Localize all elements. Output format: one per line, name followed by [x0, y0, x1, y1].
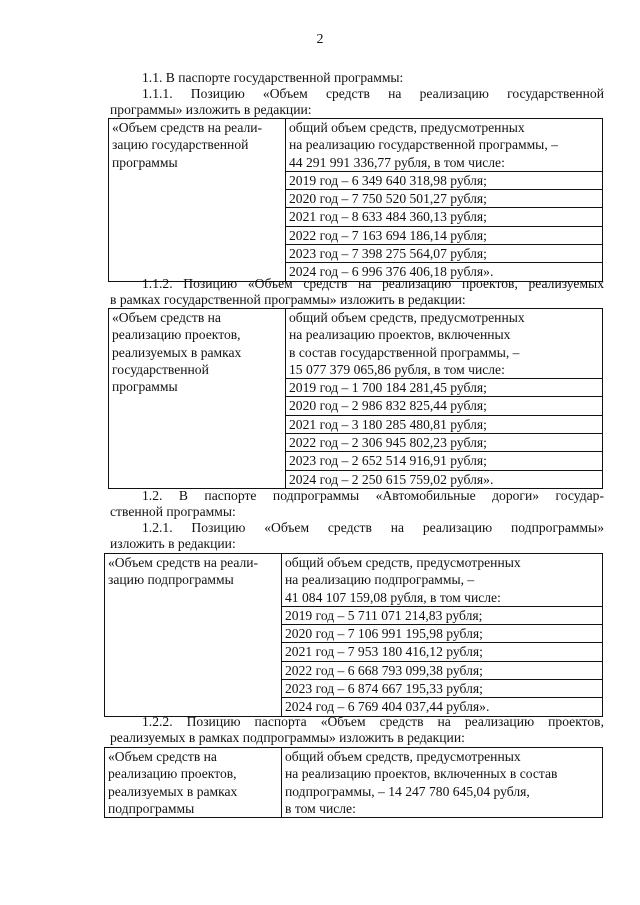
- section-1-1-2-line1: 1.1.2. Позицию «Объем средств на реализацию проектов, реализуемых: [142, 276, 604, 291]
- table-value-line: общий объем средств, предусмотренных: [285, 555, 521, 570]
- table-value-line: на реализацию государственной программы, –: [289, 137, 558, 153]
- table-value-line: в том числе:: [285, 800, 356, 816]
- section-1-1-1-line2: программы» изложить в редакции:: [110, 102, 312, 117]
- table-1-1-2-value-cell: [286, 309, 603, 489]
- table-value-line: 15 077 379 065,86 рубля, в том числе:: [286, 361, 602, 379]
- table-1-2-1-value-cell: [282, 554, 603, 717]
- table-value-line: на реализацию подпрограммы, –: [285, 572, 475, 588]
- section-1-1-1-line1: 1.1.1. Позицию «Объем средств на реализацию государственной: [142, 86, 604, 101]
- table-1-2-1: [104, 553, 603, 717]
- table-value-line: 2022 год – 6 668 793 099,38 рубля;: [282, 662, 602, 680]
- table-1-1-2: [108, 308, 603, 489]
- section-1-2-1-line2: изложить в редакции:: [110, 536, 236, 551]
- table-1-2-1-label-cell: [105, 554, 282, 717]
- section-1-2-2-line2: реализуемых в рамках подпрограммы» изложить в редакции:: [110, 730, 465, 745]
- table-value-line: 2022 год – 7 163 694 186,14 рубля;: [286, 227, 602, 245]
- table-value-line: 2024 год – 6 769 404 037,44 рубля».: [285, 699, 490, 715]
- table-value-line: на реализацию проектов, включенных в состав: [285, 766, 558, 782]
- table-1-1-1: [108, 118, 603, 282]
- table-1-1-1-value-cell: [286, 119, 603, 282]
- table-value-line: 2019 год – 6 349 640 318,98 рубля;: [286, 172, 602, 190]
- table-value-line: 2021 год – 7 953 180 416,12 рубля;: [282, 643, 602, 661]
- table-label-line: «Объем средств на: [112, 310, 221, 325]
- section-1-1-2-line2: в рамках государственной программы» изложить в редакции:: [110, 292, 466, 307]
- table-label-line: программы: [112, 154, 178, 170]
- table-value-line: 2023 год – 7 398 275 564,07 рубля;: [286, 245, 602, 263]
- table-label-line: программы: [112, 379, 178, 395]
- table-value-line: 2019 год – 1 700 184 281,45 рубля;: [286, 379, 602, 397]
- table-value-line: 2023 год – 6 874 667 195,33 рубля;: [282, 680, 602, 698]
- table-value-line: общий объем средств, предусмотренных: [285, 749, 521, 764]
- table-1-2-2: [104, 747, 603, 818]
- table-label-line: «Объем средств на реали-: [108, 555, 259, 570]
- table-value-line: 2020 год – 2 986 832 825,44 рубля;: [286, 397, 602, 415]
- table-label-line: зацию государственной: [112, 137, 249, 153]
- page-number: 2: [316, 32, 324, 47]
- table-label-line: «Объем средств на реали-: [112, 120, 263, 135]
- table-value-line: 2021 год – 3 180 285 480,81 рубля;: [286, 416, 602, 434]
- table-value-line: 44 291 991 336,77 рубля, в том числе:: [286, 154, 602, 172]
- table-value-line: подпрограммы, – 14 247 780 645,04 рубля,: [285, 783, 530, 799]
- table-value-line: на реализацию проектов, включенных: [289, 327, 511, 343]
- section-1-2-2-line1: 1.2.2. Позицию паспорта «Объем средств на реализацию проектов,: [142, 714, 604, 729]
- section-1-2-line2: ственной программы:: [110, 504, 236, 519]
- table-value-line: общий объем средств, предусмотренных: [289, 120, 525, 135]
- table-1-1-1-label-cell: [109, 119, 286, 282]
- table-label-line: подпрограммы: [108, 800, 195, 816]
- table-label-line: реализацию проектов,: [112, 327, 241, 343]
- table-label-line: зацию подпрограммы: [108, 572, 234, 588]
- table-1-1-2-label-cell: [109, 309, 286, 489]
- table-value-line: 2020 год – 7 750 520 501,27 рубля;: [286, 190, 602, 208]
- table-value-line: 2024 год – 2 250 615 759,02 рубля».: [289, 471, 494, 487]
- table-value-line: 2024 год – 6 996 376 406,18 рубля».: [289, 264, 494, 280]
- table-value-line: общий объем средств, предусмотренных: [289, 310, 525, 325]
- table-label-line: государственной: [112, 361, 209, 377]
- table-value-line: 2023 год – 2 652 514 916,91 рубля;: [286, 452, 602, 470]
- table-value-line: 41 084 107 159,08 рубля, в том числе:: [282, 589, 602, 607]
- table-label-line: реализуемых в рамках: [108, 783, 238, 799]
- section-1-2-1-line1: 1.2.1. Позицию «Объем средств на реализацию подпрограммы»: [142, 520, 604, 535]
- section-1-2-line1: 1.2. В паспорте подпрограммы «Автомобильные дороги» государ-: [142, 488, 604, 503]
- table-label-line: реализуемых в рамках: [112, 344, 242, 360]
- table-1-2-2-label-cell: [105, 748, 282, 818]
- table-value-line: 2022 год – 2 306 945 802,23 рубля;: [286, 434, 602, 452]
- table-value-line: 2020 год – 7 106 991 195,98 рубля;: [282, 625, 602, 643]
- table-value-line: 2019 год – 5 711 071 214,83 рубля;: [282, 607, 602, 625]
- table-label-line: реализацию проектов,: [108, 766, 237, 782]
- table-value-line: в состав государственной программы, –: [289, 344, 520, 360]
- table-value-line: 2021 год – 8 633 484 360,13 рубля;: [286, 208, 602, 226]
- table-1-2-2-value-cell: [282, 748, 603, 818]
- section-1-1-heading: 1.1. В паспорте государственной программы:: [142, 70, 404, 85]
- table-label-line: «Объем средств на: [108, 749, 217, 764]
